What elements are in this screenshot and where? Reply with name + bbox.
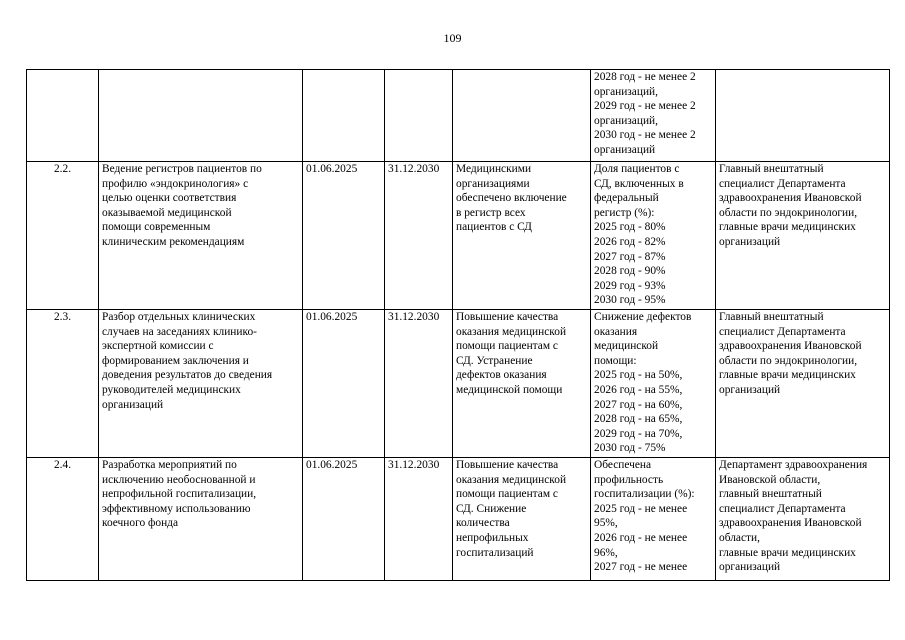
cell-indicator (591, 70, 716, 162)
cell-start: 01.06.2025 (303, 458, 385, 581)
cell-line: 2029 год - не менее 2 (594, 100, 696, 113)
cell-line: регистр (%): (594, 206, 655, 219)
cell-line: экспертной комиссии с (102, 340, 214, 353)
cell-line: оказания медицинской (456, 325, 567, 338)
cell-result (453, 162, 591, 310)
cell-line: непрофильной госпитализации, (102, 488, 257, 501)
cell-line: 2025 год - 80% (594, 221, 666, 234)
cell-line: главные врачи медицинских (719, 546, 856, 559)
cell-line: Доля пациентов с (594, 163, 680, 175)
activity-plan-table (26, 69, 890, 581)
cell-line: организаций (102, 398, 164, 411)
cell-line: Медицинскими (456, 163, 532, 175)
cell-line: дефектов оказания (456, 369, 547, 382)
cell-line: главные врачи медицинских (719, 369, 856, 382)
cell-line: обеспечено включение (456, 192, 567, 205)
cell-line: Департамент здравоохранения (719, 459, 868, 471)
cell-line: 2029 год - 93% (594, 279, 666, 292)
cell-indicator (591, 162, 716, 310)
cell-line: 2028 год - 90% (594, 265, 666, 278)
cell-line: 2025 год - на 50%, (594, 369, 683, 382)
cell-line: медицинской помощи (456, 383, 563, 396)
cell-line: 2027 год - 87% (594, 250, 666, 263)
cell-line: здравоохранения Ивановской (719, 517, 862, 530)
cell-line: Разработка мероприятий по (102, 459, 237, 471)
cell-line: СД, включенных в (594, 177, 684, 190)
cell-line: Обеспечена (594, 459, 652, 471)
cell-end (385, 70, 453, 162)
cell-line: специалист Департамента (719, 177, 846, 190)
cell-line: главные врачи медицинских (719, 221, 856, 234)
cell-line: Повышение качества (456, 459, 559, 471)
cell-line: Повышение качества (456, 311, 559, 323)
cell-line: 2030 год - 95% (594, 294, 666, 307)
cell-line: Ивановской области, (719, 473, 821, 486)
cell-line: 2029 год - на 70%, (594, 427, 683, 440)
cell-activity (99, 162, 303, 310)
cell-line: профильность (594, 473, 664, 486)
cell-responsible (716, 70, 890, 162)
cell-line: доведения результатов до сведения (102, 369, 273, 382)
cell-line: непрофильных (456, 531, 529, 544)
cell-end: 31.12.2030 (385, 162, 453, 310)
cell-line: оказываемой медицинской (102, 206, 232, 219)
cell-line: СД. Снижение (456, 502, 527, 515)
cell-indicator (591, 310, 716, 458)
cell-line: 2030 год - 75% (594, 442, 666, 455)
cell-line: специалист Департамента (719, 325, 846, 338)
cell-line: Разбор отдельных клинических (102, 311, 256, 323)
cell-num: 2.4. (27, 458, 99, 581)
cell-line: медицинской (594, 340, 659, 353)
table-row (27, 162, 890, 310)
table-row (27, 458, 890, 581)
cell-line: 2026 год - на 55%, (594, 383, 683, 396)
cell-line: 2028 год - не менее 2 (594, 71, 696, 83)
cell-line: помощи: (594, 354, 637, 367)
page-number: 109 (443, 31, 462, 45)
cell-activity (99, 70, 303, 162)
cell-line: оказания медицинской (456, 473, 567, 486)
cell-line: 96%, (594, 546, 618, 559)
cell-line: помощи пациентам с (456, 488, 558, 501)
table-row (27, 310, 890, 458)
cell-line: здравоохранения Ивановской (719, 340, 862, 353)
cell-end: 31.12.2030 (385, 310, 453, 458)
cell-line: Снижение дефектов (594, 311, 692, 323)
cell-num: 2.2. (27, 162, 99, 310)
cell-line: 2028 год - на 65%, (594, 413, 683, 426)
cell-result (453, 70, 591, 162)
cell-line: 95%, (594, 517, 618, 530)
cell-line: оказания (594, 325, 638, 338)
cell-line: целью оценки соответствия (102, 192, 237, 205)
cell-line: помощи современным (102, 221, 211, 234)
cell-line: клиническим рекомендациям (102, 235, 245, 248)
cell-line: СД. Устранение (456, 354, 533, 367)
cell-line: руководителей медицинских (102, 383, 241, 396)
table-row (27, 70, 890, 162)
cell-line: Главный внештатный (719, 311, 824, 323)
cell-line: организаций (594, 143, 656, 156)
cell-line: здравоохранения Ивановской (719, 192, 862, 205)
cell-line: количества (456, 517, 510, 530)
cell-responsible (716, 162, 890, 310)
cell-line: федеральный (594, 192, 659, 205)
cell-line: 2025 год - не менее (594, 502, 688, 515)
cell-num (27, 70, 99, 162)
cell-start: 01.06.2025 (303, 310, 385, 458)
cell-line: пациентов с СД (456, 221, 532, 234)
cell-line: эффективному использованию (102, 502, 251, 515)
cell-result (453, 310, 591, 458)
cell-responsible (716, 310, 890, 458)
cell-line: специалист Департамента (719, 502, 846, 515)
cell-line: профилю «эндокринология» с (102, 177, 249, 190)
cell-responsible (716, 458, 890, 581)
cell-activity (99, 458, 303, 581)
cell-start (303, 70, 385, 162)
cell-line: Ведение регистров пациентов по (102, 163, 262, 175)
cell-num: 2.3. (27, 310, 99, 458)
cell-line: области, (719, 531, 760, 544)
cell-line: главный внештатный (719, 488, 822, 501)
cell-line: госпитализации (%): (594, 488, 695, 501)
cell-line: организаций (719, 383, 781, 396)
cell-indicator (591, 458, 716, 581)
cell-activity (99, 310, 303, 458)
cell-line: 2026 год - не менее (594, 531, 688, 544)
cell-line: в регистр всех (456, 206, 526, 219)
cell-line: области по эндокринологии, (719, 354, 858, 367)
cell-line: организациями (456, 177, 530, 190)
cell-result (453, 458, 591, 581)
cell-end: 31.12.2030 (385, 458, 453, 581)
cell-line: организаций (719, 235, 781, 248)
cell-line: 2026 год - 82% (594, 235, 666, 248)
cell-line: случаев на заседаниях клинико- (102, 325, 257, 338)
cell-line: Главный внештатный (719, 163, 824, 175)
cell-line: исключению необоснованной и (102, 473, 256, 486)
cell-line: госпитализаций (456, 546, 534, 559)
cell-line: 2030 год - не менее 2 (594, 129, 696, 142)
cell-line: организаций (719, 561, 781, 574)
cell-line: организаций, (594, 114, 658, 127)
cell-line: коечного фонда (102, 517, 179, 530)
cell-line: 2027 год - на 60%, (594, 398, 683, 411)
cell-start: 01.06.2025 (303, 162, 385, 310)
cell-line: организаций, (594, 85, 658, 98)
cell-line: 2027 год - не менее (594, 561, 688, 574)
cell-line: области по эндокринологии, (719, 206, 858, 219)
cell-line: формированием заключения и (102, 354, 249, 367)
cell-line: помощи пациентам с (456, 340, 558, 353)
